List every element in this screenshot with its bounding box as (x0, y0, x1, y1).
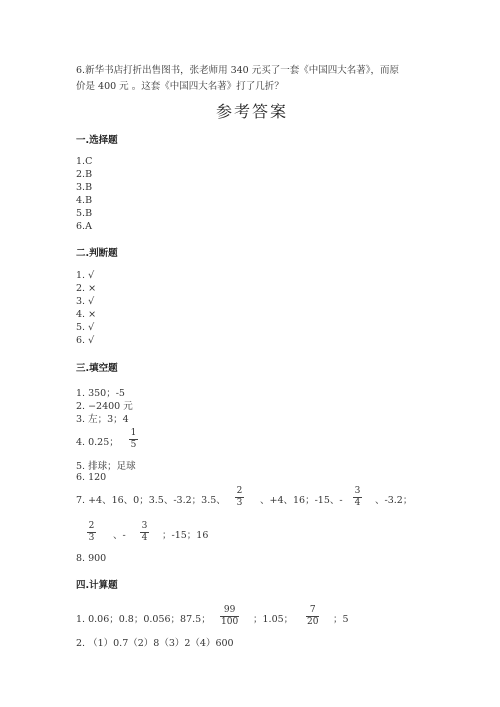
judge-answer-2: 2. × (76, 283, 97, 294)
fraction-numerator: 2 (88, 521, 95, 531)
judge-answer-6: 6. √ (76, 335, 95, 346)
fraction-7-20 (306, 605, 319, 628)
problem-6-line-2: 价是 400 元 。这套《中国四大名著》打了几折？ (76, 81, 284, 92)
fill-answer-4-prefix: 4. 0.25； (76, 437, 119, 448)
judge-answer-3: 3. √ (76, 296, 95, 307)
choice-answer-5: 5.B (76, 208, 93, 219)
fraction-denominator: 4 (354, 498, 361, 508)
calc-answer-2: 2. （1）0.7（2）8（3）2（4）600 (76, 638, 234, 649)
fill-answer-8: 8. 900 (76, 553, 107, 564)
fill-answer-5: 5. 排球；足球 (76, 461, 136, 472)
fill-answer-7-part-e: ；-15；16 (162, 530, 209, 541)
fill-answer-3: 3. 左；3；4 (76, 414, 129, 425)
fill-answer-7-part-a: 7. +4、16、0；3.5、-3.2；3.5、 (76, 495, 226, 506)
fraction-denominator: 20 (307, 617, 319, 627)
fraction-numerator: 1 (130, 428, 137, 438)
answer-key-title: 参考答案 (216, 102, 289, 121)
fraction-3-4 (353, 486, 362, 509)
fraction-numerator: 99 (223, 605, 236, 615)
choice-answer-6: 6.A (76, 221, 92, 232)
fraction-99-100 (220, 605, 239, 628)
fill-answer-7-part-d: 、- (113, 530, 126, 541)
fraction-numerator: 2 (236, 486, 243, 496)
calc-answer-1-part-a: 1. 0.06；0.8；0.056；87.5； (76, 614, 211, 625)
choice-answer-3: 3.B (76, 182, 93, 193)
fill-answer-6: 6. 120 (76, 472, 107, 483)
choice-answer-2: 2.B (76, 169, 93, 180)
fraction-numerator: 7 (309, 605, 316, 615)
calc-answer-1-part-b: ；1.05； (253, 614, 294, 625)
fraction-numerator: 3 (141, 521, 148, 531)
problem-6-line-1: 6.新华书店打折出售图书，张老师用 340 元买了一套《中国四大名著》，而原 (76, 65, 399, 76)
choice-answer-4: 4.B (76, 195, 93, 206)
fraction-numerator: 3 (354, 486, 361, 496)
fraction-denominator: 5 (130, 440, 137, 450)
fill-section-heading: 三.填空题 (76, 363, 118, 374)
fraction-2-3 (235, 486, 244, 509)
choice-answer-1: 1.C (76, 156, 93, 167)
judge-answer-1: 1. √ (76, 270, 95, 281)
fraction-denominator: 4 (141, 533, 148, 543)
fill-answer-1: 1. 350；-5 (76, 388, 125, 399)
fraction-denominator: 3 (88, 533, 95, 543)
fraction-2-3 (87, 521, 96, 544)
calc-section-heading: 四.计算题 (76, 580, 118, 591)
choice-section-heading: 一.选择题 (76, 135, 118, 146)
fraction-denominator: 3 (236, 498, 243, 508)
judge-answer-5: 5. √ (76, 322, 95, 333)
fill-answer-7-part-b: 、+4、16；-15、- (260, 495, 343, 506)
fill-answer-2: 2. −2400 元 (76, 401, 133, 412)
fraction-denominator: 100 (221, 617, 239, 627)
fraction-3-4 (140, 521, 149, 544)
judge-section-heading: 二.判断题 (76, 248, 118, 259)
fraction-1-5 (129, 428, 138, 451)
judge-answer-4: 4. × (76, 309, 97, 320)
fill-answer-7-part-c: 、-3.2； (375, 495, 413, 506)
calc-answer-1-part-c: ；5 (333, 614, 349, 625)
